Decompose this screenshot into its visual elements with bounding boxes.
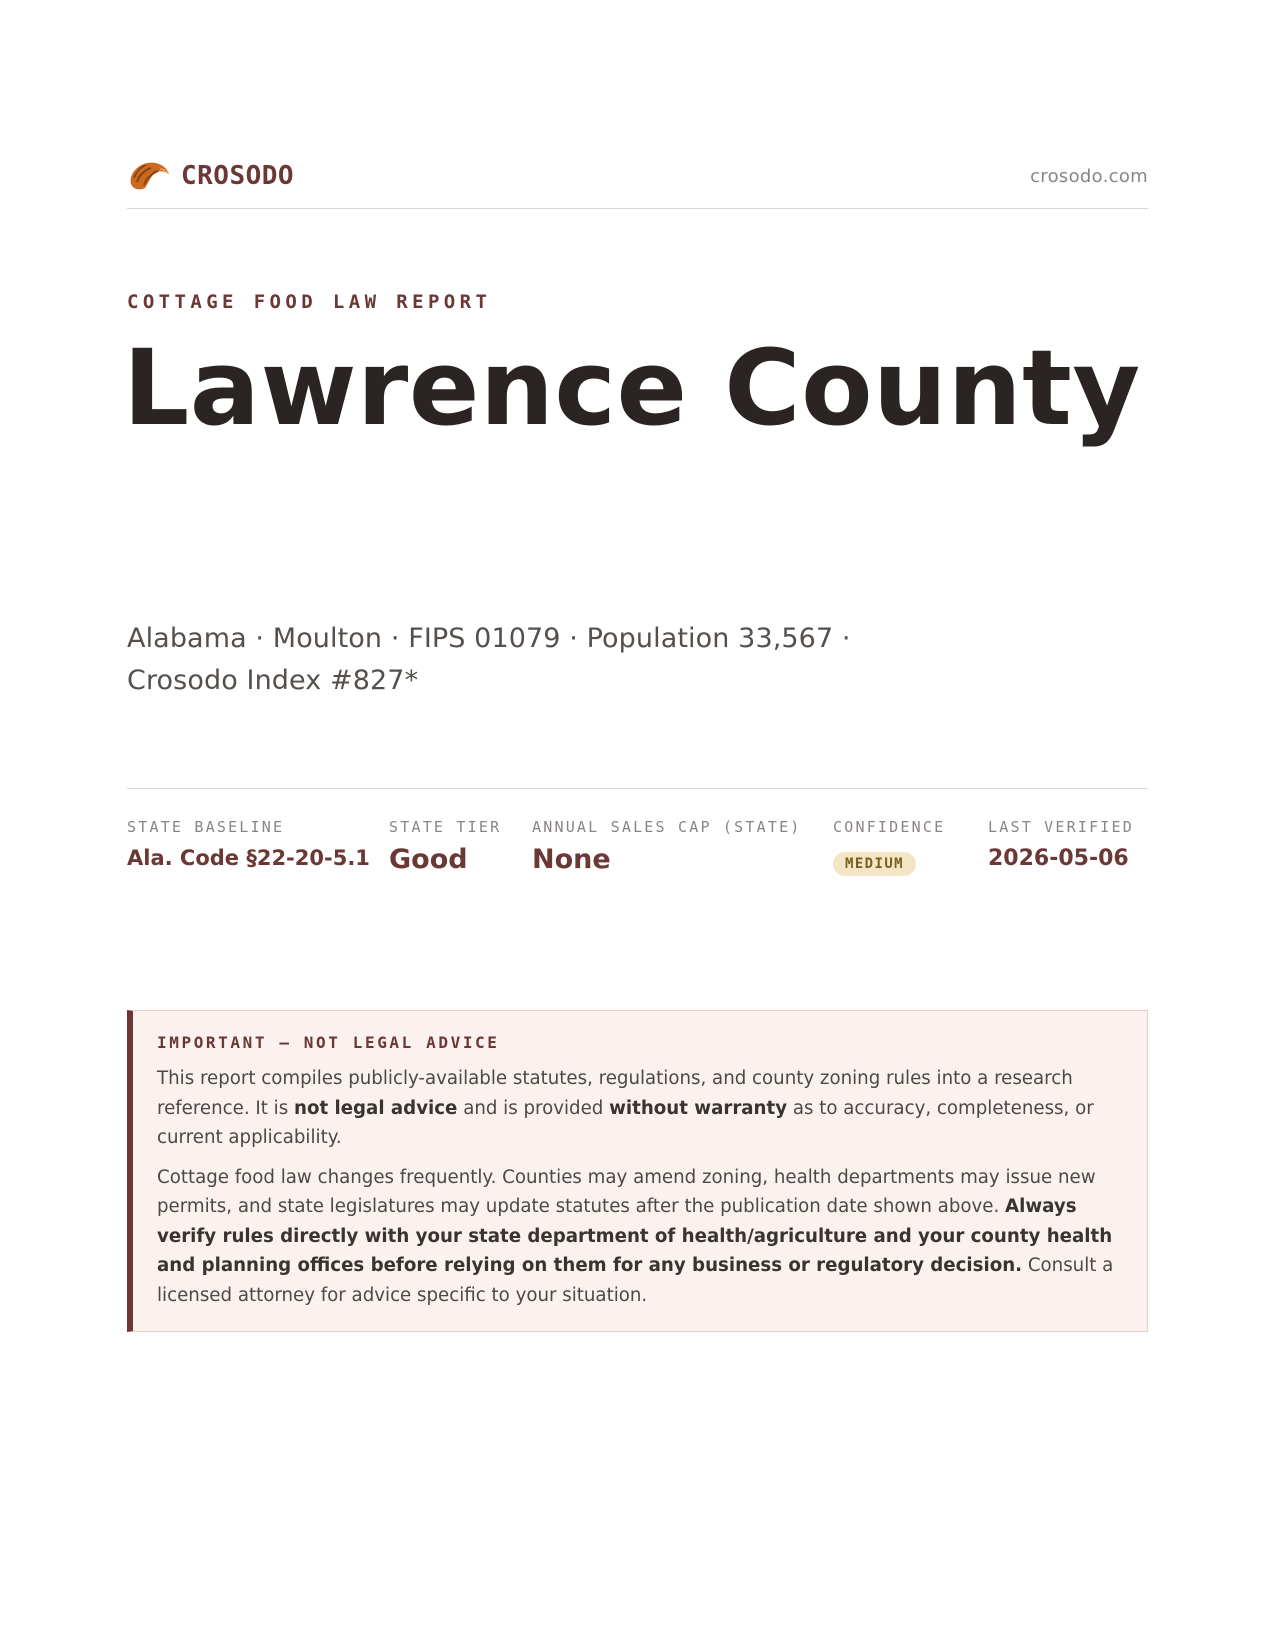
fact-state-baseline xyxy=(127,818,370,870)
facts-divider xyxy=(127,788,1148,789)
fact-confidence xyxy=(833,818,945,876)
croissant-icon xyxy=(127,158,171,194)
fact-value: Good xyxy=(389,844,468,875)
legal-notice xyxy=(127,1010,1148,1332)
notice-paragraph-2: Cottage food law changes frequently. Counties may amend zoning, health departments may issue new permits, and state legislatures may update statutes after the publication date shown above. Always verify rules directly with your state department of health/agriculture and your county health and planning offices before relying on them for any business or regulatory decision. Consult a licensed attorney for advice specific to your situation. xyxy=(157,1166,1114,1306)
county-meta-line-2: Crosodo Index #827* xyxy=(127,665,419,696)
county-meta xyxy=(127,618,887,702)
confidence-badge: MEDIUM xyxy=(833,852,916,876)
fact-label: STATE BASELINE xyxy=(127,818,285,836)
header-bar xyxy=(127,156,1148,196)
page-title: Lawrence County xyxy=(123,327,1141,449)
notice-title: IMPORTANT — NOT LEGAL ADVICE xyxy=(157,1033,500,1052)
header-divider xyxy=(127,208,1148,209)
fact-label: ANNUAL SALES CAP (STATE) xyxy=(532,818,802,836)
fact-label: STATE TIER xyxy=(389,818,502,836)
fact-state-tier xyxy=(389,818,501,875)
fact-label: LAST VERIFIED xyxy=(988,818,1134,836)
fact-annual-sales-cap xyxy=(532,818,802,875)
county-meta-line-1: Alabama · Moulton · FIPS 01079 · Population 33,567 · xyxy=(127,623,851,654)
report-eyebrow: COTTAGE FOOD LAW REPORT xyxy=(127,291,492,313)
fact-value: 2026-05-06 xyxy=(988,846,1129,871)
brand[interactable] xyxy=(127,158,294,194)
fact-value: None xyxy=(532,844,611,875)
fact-label: CONFIDENCE xyxy=(833,818,946,836)
fact-last-verified xyxy=(988,818,1134,871)
brand-name: CROSODO xyxy=(181,161,295,191)
fact-value: Ala. Code §22-20-5.1 xyxy=(127,846,370,870)
notice-paragraph-1: This report compiles publicly-available statutes, regulations, and county zoning rules into a research reference. It is not legal advice and is provided without warranty as to accuracy, completeness, or current applicability. xyxy=(157,1068,1094,1148)
facts-row xyxy=(127,818,1148,898)
report-page xyxy=(123,0,1148,1650)
site-url[interactable]: crosodo.com xyxy=(1030,166,1148,187)
